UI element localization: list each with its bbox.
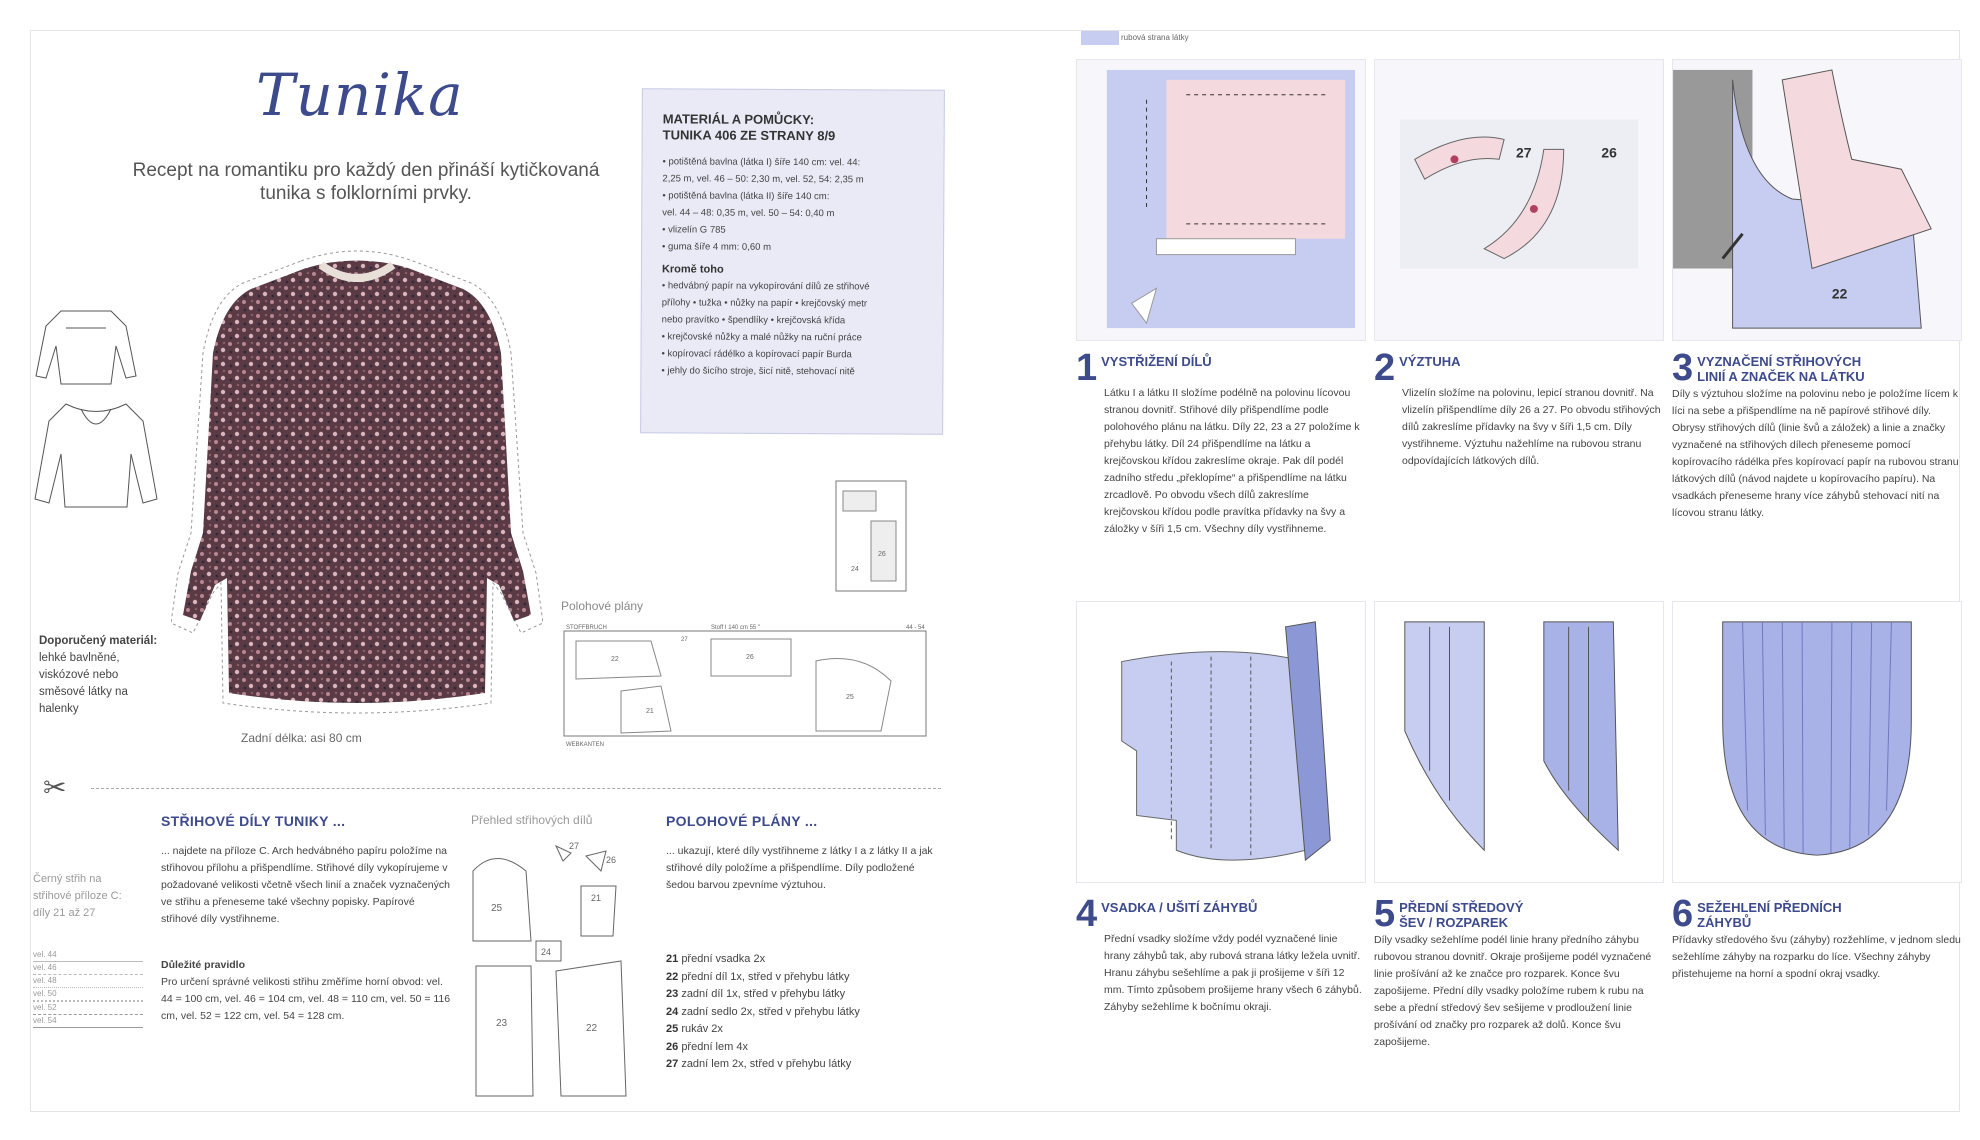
overview-piece-label: 23 — [496, 1018, 508, 1029]
materials-item: • vlizelín G 785 — [662, 224, 726, 236]
recommended-label: Doporučený materiál: — [39, 635, 158, 647]
materials-also-item: • krejčovské nůžky a malé nůžky na ruční práce — [661, 331, 862, 344]
materials-also-item: • kopírovací rádélko a kopírovací papír Burda — [661, 348, 852, 361]
step-number: 1 — [1076, 347, 1098, 389]
pattern-piece-list — [666, 951, 936, 1074]
size-legend-item: vel. 46 — [33, 962, 143, 975]
step-5 — [1374, 893, 1664, 1051]
piece-list-item: 27 zadní lem 2x, střed v přehybu látky — [666, 1058, 852, 1070]
materials-also-heading: Kromě toho — [661, 263, 724, 276]
overview-piece-label: 26 — [606, 855, 617, 865]
tunic-back-sketch — [31, 306, 141, 386]
step2-illustration — [1374, 59, 1664, 341]
step-heading-2: ZÁHYBŮ — [1697, 915, 1752, 930]
materials-heading-2: TUNIKA 406 ZE STRANY 8/9 — [662, 127, 836, 144]
layout-plan-fabric-1 — [561, 621, 931, 751]
size-legend-item: vel. 44 — [33, 949, 143, 962]
piece-label: 27 — [1516, 144, 1532, 161]
step6-illustration — [1672, 601, 1962, 883]
step-text: Přední vsadky složíme vždy podél vyznačené linie hrany záhybů tak, aby rubová strana látky ležela uvnitř. Hranu záhybu sešehlíme a pak ji prošijeme v šíři 12 mm. Tímto způsobem prošijeme hrany všech 6 záhybů. Záhyby sežehlíme k bočnímu okraji. — [1104, 933, 1362, 1013]
layout-plans-label: Polohové plány — [561, 599, 644, 613]
step-heading: SEŽEHLENÍ PŘEDNÍCH — [1697, 900, 1842, 915]
plan-width-label: Stoff I 140 cm 55 " — [711, 625, 761, 631]
pattern-pieces-overview — [471, 841, 651, 1101]
materials-also-item: • jehly do šicího stroje, šicí nitě, stehovací nitě — [661, 365, 855, 378]
overview-piece-label: 24 — [541, 947, 552, 957]
recommended-text: lehké bavlněné, viskózové nebo směsové látky na halenky — [39, 652, 128, 715]
piece-list-item: 23 zadní díl 1x, střed v přehybu látky — [666, 988, 846, 1000]
materials-also-item: nebo pravítko • špendlíky • krejčovská křída — [661, 314, 846, 327]
step1-illustration — [1076, 59, 1366, 341]
plan-piece-label: 25 — [846, 694, 854, 701]
plan-size-label: 44 - 54 — [906, 625, 925, 631]
page-title: Tunika — [256, 61, 464, 129]
materials-box — [640, 88, 945, 435]
section-pattern-pieces-heading: STŘIHOVÉ DÍLY TUNIKY ... — [161, 813, 346, 829]
section-layout-plans-text: ... ukazují, které díly vystřihneme z látky I a z látky II a jak střihové díly položíme a přišpendlíme. Díly podložené šedou barvou zpevníme výztuhou. — [666, 845, 933, 891]
piece-list-item: 21 přední vsadka 2x — [666, 953, 766, 965]
materials-item: • potištěná bavlna (látka I) šíře 140 cm: vel. 44: — [662, 156, 861, 169]
step-text: Díly s výztuhou složíme na polovinu nebo je položíme lícem k líci na sebe a přišpendlíme na ně papírové střihové díly. Obrysy střihových dílů (linie švů a záložek) a linie a značky vyznačené na střihových dílech přeneseme pomocí kopírovacího rádélka přes kopírovací papír na rubovou stranu látkových dílů (návod najdete u kopírovacího papíru). Na vsadkách přeneseme hrany více záhybů stehovací nití na lícovou stranu látky. — [1672, 388, 1959, 519]
materials-item: • guma šíře 4 mm: 0,60 m — [662, 241, 772, 253]
plan-piece-label: 27 — [681, 637, 688, 643]
size-legend-item: vel. 48 — [33, 975, 143, 988]
step-number: 2 — [1374, 347, 1396, 389]
step-heading: VYZNAČENÍ STŘIHOVÝCH — [1697, 354, 1862, 369]
plan-piece-label: 22 — [611, 656, 619, 663]
step-number: 3 — [1672, 347, 1694, 389]
step-number: 5 — [1374, 893, 1396, 935]
section-layout-plans-heading: POLOHOVÉ PLÁNY ... — [666, 813, 818, 829]
side-note: Černý střih na střihové příloze C: díly 21 až 27 — [33, 873, 122, 919]
plan-selvage-label: WEBKANTEN — [566, 742, 605, 748]
step5-illustration — [1374, 601, 1664, 883]
overview-piece-label: 22 — [586, 1023, 598, 1034]
materials-item: • potištěná bavlna (látka II) šíře 140 cm: — [662, 190, 830, 203]
rule-heading: Důležité pravidlo — [161, 959, 246, 971]
tunic-front-sketch — [31, 399, 161, 509]
step-heading-2: LINIÍ A ZNAČEK NA LÁTKU — [1697, 369, 1865, 384]
step-heading: VSADKA / UŠITÍ ZÁHYBŮ — [1101, 900, 1258, 915]
step4-illustration — [1076, 601, 1366, 883]
section-pattern-pieces-text: ... najdete na příloze C. Arch hedvábného papíru položíme na střihovou přílohu a přišpendlíme. Střihové díly vykopírujeme v požadované velikosti včetně všech linií a značek vyznačených ve střihu a přeneseme také všechny popisky. Papírové střihové díly vystřihneme. — [161, 845, 450, 925]
recommended-material — [39, 633, 164, 718]
step-text: Přídavky středového švu (záhyby) rozžehlíme, v jednom sledu sežehlíme záhyby na rozparku do líce. Všechny záhyby přistehujeme na horní a spodní okraj vsadky. — [1672, 934, 1961, 980]
size-legend-item: vel. 50 — [33, 988, 143, 1002]
piece-list-item: 25 rukáv 2x — [666, 1023, 723, 1035]
materials-item: 2,25 m, vel. 46 – 50: 2,30 m, vel. 52, 54: 2,35 m — [662, 173, 864, 186]
size-legend-item: vel. 54 — [33, 1015, 143, 1028]
legend-swatch — [1081, 31, 1119, 45]
step-1 — [1076, 347, 1366, 538]
tunic-photo — [171, 243, 543, 723]
step-text: Vlizelín složíme na polovinu, lepicí stranou dovnitř. Na vlizelín přišpendlíme díly 26 a 27. Po obvodu střihových dílů zakreslíme přídavky na švy v šíři 1,5 cm. Díly vystřihneme. Výztuhu nažehlíme na rubovou stranu odpovídajících látkových dílů. — [1402, 387, 1661, 467]
step-number: 6 — [1672, 893, 1694, 935]
plan-piece-label: 26 — [746, 654, 754, 661]
scissors-icon: ✂ — [43, 772, 67, 803]
step-6 — [1672, 893, 1962, 983]
piece-list-item: 26 přední lem 4x — [666, 1040, 748, 1053]
materials-heading: MATERIÁL A POMŮCKY: — [662, 111, 815, 128]
cut-line — [91, 788, 941, 789]
step-3 — [1672, 347, 1962, 522]
rule-text: Pro určení správné velikosti střihu změříme horní obvod: vel. 44 = 100 cm, vel. 46 = 104 cm, vel. 48 = 110 cm, vel. 50 = 116 cm, vel. 52 = 122 cm, vel. 54 = 128 cm. — [161, 976, 451, 1022]
materials-item: vel. 44 – 48: 0,35 m, vel. 50 – 54: 0,40 m — [662, 207, 835, 220]
magazine-spread — [30, 30, 1960, 1112]
step-text: Látku I a látku II složíme podélně na polovinu lícovou stranou dovnitř. Střihové díly přišpendlíme podle polohového plánu na látku. Díly 22, 23 a 27 položíme k přehybu látky. Díl 24 přišpendlíme na látku a krejčovskou křídou zakreslíme okraje. Pak díl podél zadního středu „překlopíme“ a přišpendlíme na látku zrcadlově. Po obvodu všech dílů zakreslíme krejčovskou křídou podle pravítka přídavky na švy a záložky v šíři 1,5 cm. Všechny díly vystřihneme. — [1104, 387, 1360, 535]
step-heading: VYSTŘIŽENÍ DÍLŮ — [1101, 354, 1212, 369]
step-heading: VÝZTUHA — [1399, 354, 1461, 369]
back-length: Zadní délka: asi 80 cm — [241, 731, 362, 745]
overview-piece-label: 27 — [569, 841, 580, 851]
step-4 — [1076, 893, 1366, 1016]
size-legend — [33, 949, 143, 1028]
size-legend-item: vel. 52 — [33, 1002, 143, 1015]
step3-illustration — [1672, 59, 1962, 341]
plan-fold-label: STOFFBRUCH — [566, 625, 607, 631]
overview-piece-label: 25 — [491, 903, 503, 914]
step-2 — [1374, 347, 1664, 470]
piece-list-item: 22 přední díl 1x, střed v přehybu látky — [666, 970, 850, 983]
page-subtitle: Recept na romantiku pro každý den přináší kytičkovaná tunika s folklorními prvky. — [132, 160, 600, 204]
plan-piece-label: 21 — [646, 708, 654, 715]
piece-label: 26 — [1601, 144, 1617, 161]
step-heading-2: ŠEV / ROZPAREK — [1399, 915, 1508, 930]
plan-piece-label: 24 — [851, 566, 859, 573]
step-number: 4 — [1076, 893, 1098, 935]
overview-label: Přehled střihových dílů — [471, 813, 593, 827]
plan-piece-label: 26 — [878, 551, 886, 558]
piece-list-item: 24 zadní sedlo 2x, střed v přehybu látky — [666, 1005, 860, 1018]
step-text: Díly vsadky sežehlíme podél linie hrany předního záhybu rubovou stranou dovnitř. Okraje prošijeme podél vyznačené linie prošívání až ke značce pro rozparek. Konce švu zapošijeme. Přední díly vsadky položíme rubem k rubu na sebe a přední středový šev sešijeme v prodloužení linie prošívání od značky pro rozparek až dolů. Konce švu zapošijeme. — [1374, 934, 1652, 1048]
materials-also-item: přílohy • tužka • nůžky na papír • krejčovský metr — [661, 297, 868, 310]
piece-label: 22 — [1831, 285, 1848, 302]
legend-label: rubová strana látky — [1121, 33, 1189, 42]
overview-piece-label: 21 — [591, 893, 602, 903]
layout-plan-fabric-2 — [831, 471, 931, 601]
materials-also-item: • hedvábný papír na vykopírování dílů ze střihové — [661, 280, 870, 293]
step-heading: PŘEDNÍ STŘEDOVÝ — [1399, 900, 1524, 915]
